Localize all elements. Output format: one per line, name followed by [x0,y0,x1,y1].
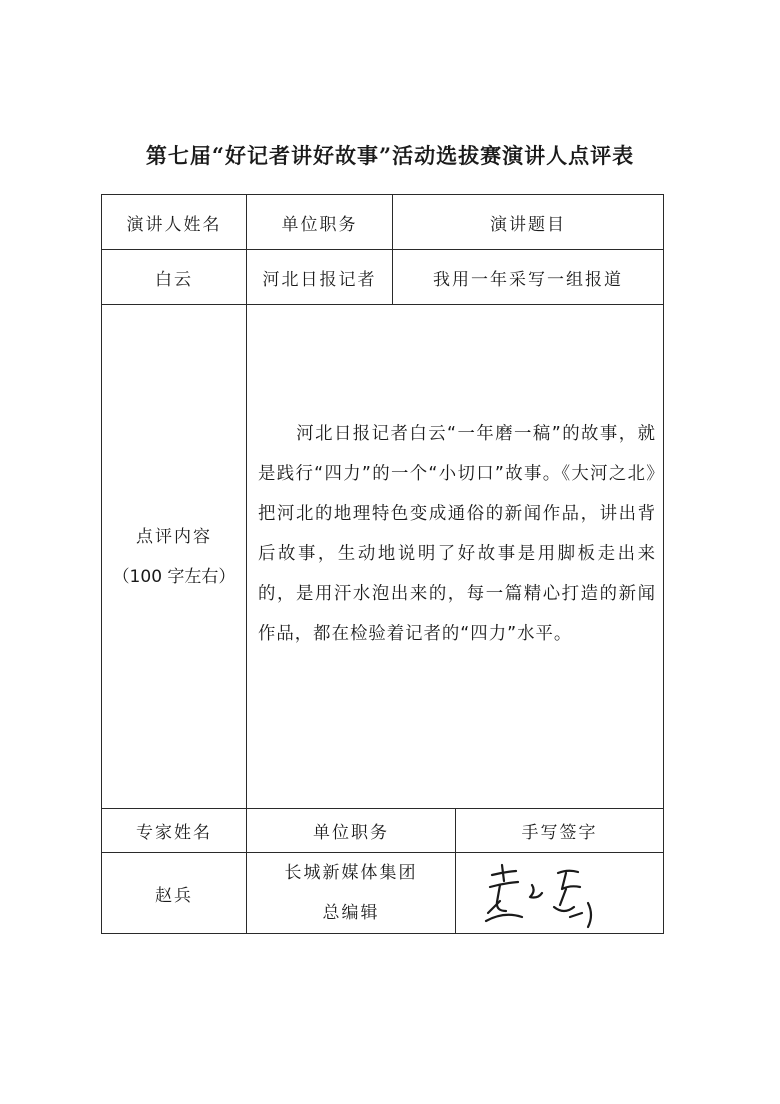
speech-title-header: 演讲题目 [392,194,664,250]
speech-title-cell: 我用一年采写一组报道 [392,249,664,305]
handwritten-signature [470,855,620,930]
expert-unit-line1: 长城新媒体集团 [284,863,418,883]
comment-label: 点评内容 [136,526,212,547]
expert-name-cell: 赵兵 [101,852,247,934]
speaker-unit-cell: 河北日报记者 [246,249,393,305]
signature-header: 手写签字 [455,808,664,853]
expert-unit-header: 单位职务 [246,808,456,853]
speaker-name-header: 演讲人姓名 [101,194,247,250]
speaker-name-cell: 白云 [101,249,247,305]
expert-name-header: 专家姓名 [101,808,247,853]
expert-unit-line2: 总编辑 [322,903,380,923]
expert-unit-cell [246,852,456,934]
comment-text: 河北日报记者白云“一年磨一稿”的故事，就是践行“四力”的一个“小切口”故事。《大河之北》把河北的地理特色变成通俗的新闻作品，讲出背后故事，生动地说明了好故事是用脚板走出来的，是用汗水泡出来的，每一篇精心打造的新闻作品，都在检验着记者的“四力”水平。 [258,424,656,644]
comment-length-note: （100 字左右） [112,566,236,587]
unit-position-header: 单位职务 [246,194,393,250]
comment-label-cell [101,304,247,809]
form-title: 第七届“好记者讲好故事”活动选拔赛演讲人点评表 [145,143,635,168]
